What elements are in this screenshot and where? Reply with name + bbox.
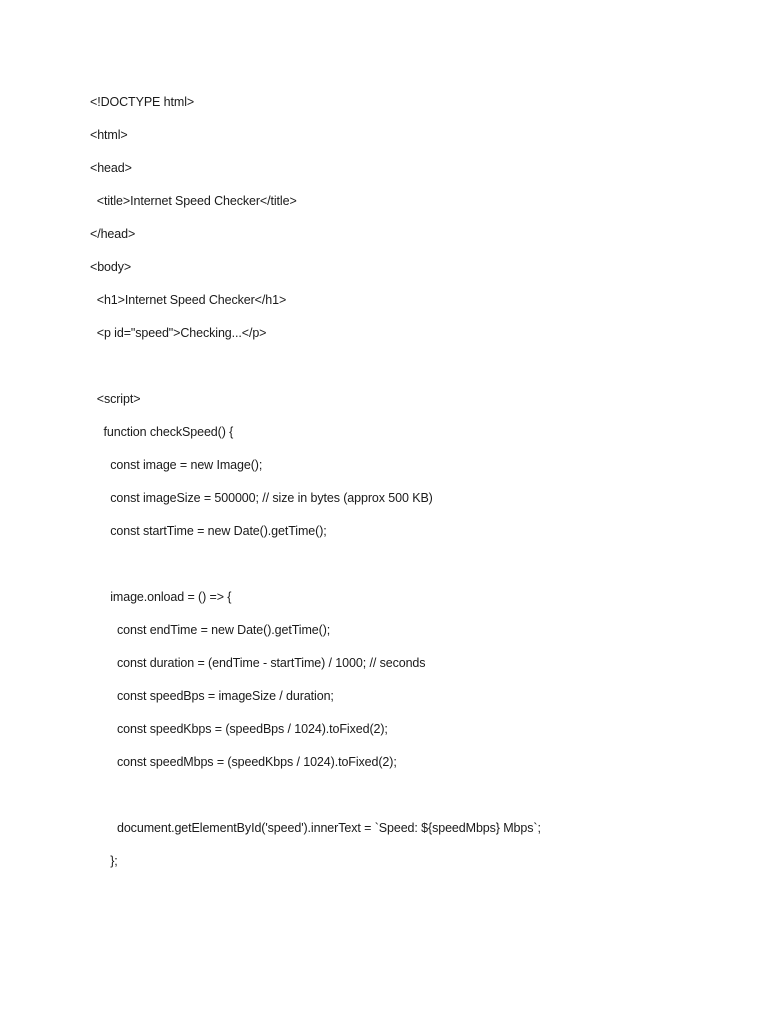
code-line: <script> <box>90 392 141 406</box>
code-line: <html> <box>90 128 128 142</box>
code-line: <p id="speed">Checking...</p> <box>90 326 267 340</box>
code-line: </head> <box>90 227 136 241</box>
code-line: image.onload = () => { <box>90 590 232 604</box>
code-line: const duration = (endTime - startTime) / 1000; // seconds <box>90 656 426 670</box>
code-line: document.getElementById('speed').innerText = `Speed: ${speedMbps} Mbps`; <box>90 821 541 835</box>
code-line: const imageSize = 500000; // size in bytes (approx 500 KB) <box>90 491 433 505</box>
code-line: <body> <box>90 260 132 274</box>
code-line: <title>Internet Speed Checker</title> <box>90 194 297 208</box>
code-line: <!DOCTYPE html> <box>90 95 195 109</box>
code-line: <head> <box>90 161 132 175</box>
code-line: }; <box>90 854 118 868</box>
code-line: const speedKbps = (speedBps / 1024).toFixed(2); <box>90 722 388 736</box>
code-line: const speedBps = imageSize / duration; <box>90 689 334 703</box>
code-line: <h1>Internet Speed Checker</h1> <box>90 293 287 307</box>
code-line: const endTime = new Date().getTime(); <box>90 623 331 637</box>
code-text-block <box>90 92 750 884</box>
code-line: function checkSpeed() { <box>90 425 234 439</box>
code-line <box>90 356 750 389</box>
code-line: const image = new Image(); <box>90 458 263 472</box>
code-line: const speedMbps = (speedKbps / 1024).toFixed(2); <box>90 755 397 769</box>
code-line <box>90 554 750 587</box>
code-line: const startTime = new Date().getTime(); <box>90 524 327 538</box>
code-line <box>90 785 750 818</box>
